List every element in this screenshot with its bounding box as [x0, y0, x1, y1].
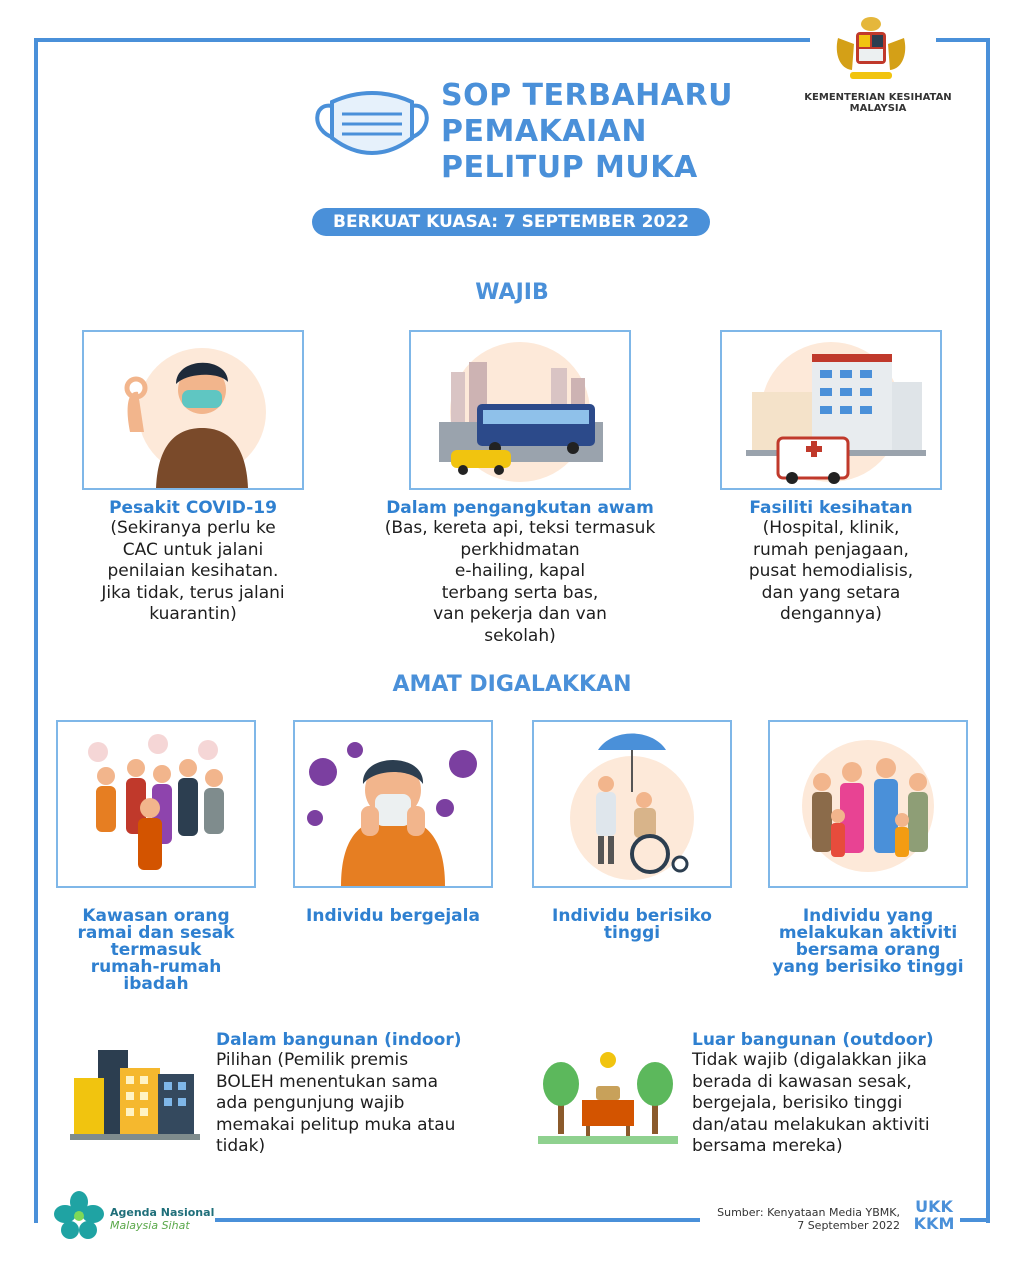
elderly-wheelchair-umbrella-icon	[534, 722, 730, 886]
frame-top-right	[936, 38, 990, 42]
source-text	[680, 1206, 900, 1232]
outdoor-title: Luar bangunan (outdoor)	[692, 1030, 934, 1050]
indoor-block	[216, 1030, 506, 1158]
card-covid-patient	[82, 330, 304, 490]
recommended-label-activities: Individu yang melakukan aktiviti bersama orang yang berisiko tinggi	[772, 906, 964, 977]
park-picnic-icon	[538, 1048, 678, 1144]
title-line-2: PEMAKAIAN	[441, 114, 648, 149]
ministry-name: KEMENTERIAN KESIHATAN MALAYSIA	[804, 92, 952, 114]
card-public-transport	[409, 330, 631, 490]
caption-body: (Hospital, klinik, rumah penjagaan, pusat hemodialisis, dan yang setara dengannya)	[748, 518, 914, 624]
card-crowded-areas	[56, 720, 256, 888]
indoor-title: Dalam bangunan (indoor)	[216, 1030, 462, 1050]
indoor-body: Pilihan (Pemilik premis BOLEH menentukan sama ada pengunjung wajib memakai pelitup muka atau tidak)	[216, 1050, 456, 1156]
recommended-label-symptomatic: Individu bergejala	[306, 906, 480, 926]
source-line-2: 7 September 2022	[797, 1219, 900, 1232]
ukk-line-2: KKM	[913, 1214, 955, 1233]
ukk-kkm-logo	[910, 1198, 958, 1232]
caption-title: Fasiliti kesihatan	[749, 498, 913, 518]
bus-taxi-icon	[411, 332, 629, 488]
source-line-1: Sumber: Kenyataan Media YBMK,	[717, 1206, 900, 1219]
ukk-line-1: UKK	[915, 1197, 953, 1216]
caption-public-transport	[360, 498, 680, 647]
city-buildings-icon	[70, 1044, 200, 1140]
agenda-text	[110, 1206, 230, 1232]
effective-date-badge: BERKUAT KUASA: 7 SEPTEMBER 2022	[312, 208, 710, 236]
recommended-heading: AMAT DIGALAKKAN	[392, 672, 632, 697]
masked-person-ok-icon	[84, 332, 302, 488]
title-line-1: SOP TERBAHARU	[441, 78, 733, 113]
caption-health-facility	[706, 498, 956, 626]
recommended-label-crowded: Kawasan orang ramai dan sesak termasuk rumah-rumah ibadah	[77, 906, 235, 994]
agenda-line-2: Malaysia Sihat	[110, 1219, 190, 1232]
frame-top-left	[34, 38, 810, 42]
outdoor-body: Tidak wajib (digalakkan jika berada di kawasan sesak, bergejala, berisiko tinggi dan/atau melakukan aktiviti bersama mereka)	[692, 1050, 930, 1156]
hibiscus-logo-icon	[52, 1190, 106, 1240]
card-health-facility	[720, 330, 942, 490]
card-activities-high-risk	[768, 720, 968, 888]
title-line-3: PELITUP MUKA	[441, 150, 698, 185]
mandatory-heading: WAJIB	[475, 280, 549, 305]
frame-bottom-right	[960, 1218, 990, 1222]
frame-bottom-mid	[215, 1218, 700, 1222]
page-title	[441, 78, 761, 186]
ministry-crest-icon	[828, 14, 914, 86]
sneezing-person-virus-icon	[295, 722, 491, 886]
caption-body: (Bas, kereta api, teksi termasuk perkhidmatan e-hailing, kapal terbang serta bas, van pekerja dan van sekolah)	[384, 518, 656, 646]
crowd-icon	[58, 722, 254, 886]
caption-title: Pesakit COVID-19	[109, 498, 277, 518]
face-mask-icon	[308, 88, 436, 158]
caption-title: Dalam pengangkutan awam	[386, 498, 654, 518]
family-group-icon	[770, 722, 966, 886]
caption-body: (Sekiranya perlu ke CAC untuk jalani penilaian kesihatan. Jika tidak, terus jalani kuarantin)	[101, 518, 285, 624]
agenda-line-1: Agenda Nasional	[110, 1206, 215, 1219]
outdoor-block	[692, 1030, 982, 1158]
caption-covid-patient	[62, 498, 324, 626]
card-symptomatic	[293, 720, 493, 888]
hospital-ambulance-icon	[722, 332, 940, 488]
frame-right	[986, 38, 990, 1223]
card-high-risk	[532, 720, 732, 888]
recommended-label-high-risk: Individu berisiko tinggi	[552, 906, 712, 943]
frame-left	[34, 38, 38, 1223]
